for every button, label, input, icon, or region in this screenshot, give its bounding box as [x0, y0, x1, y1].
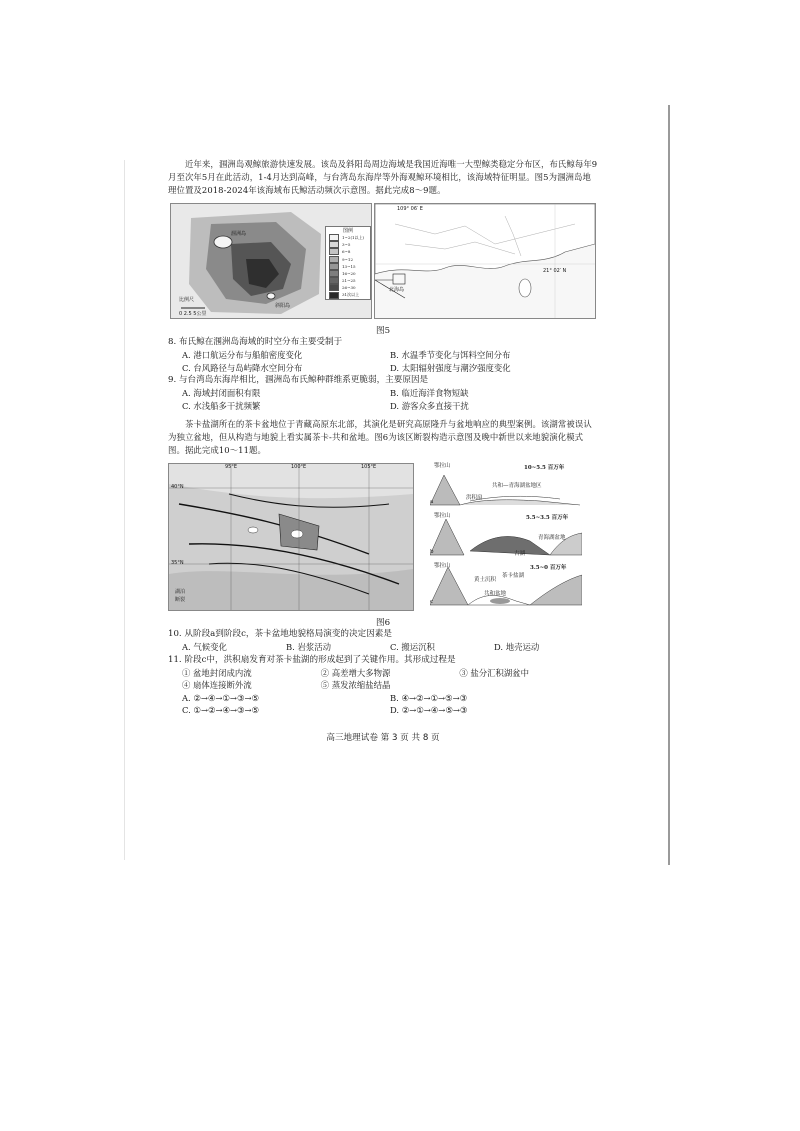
locator-island-label: 北海岛: [389, 287, 405, 293]
q10-option-b[interactable]: B. 岩浆活动: [286, 642, 331, 652]
stage-c-letter: c: [430, 599, 434, 605]
lon-95: 95°E: [225, 464, 238, 470]
legend-swatch: [329, 256, 339, 263]
figure-6: [168, 461, 598, 613]
question-11-options: [168, 692, 598, 717]
stage-b-time: 5.5~3.5 百万年: [526, 515, 569, 521]
stage-c-time: 3.5~0 百万年: [530, 565, 567, 571]
legend-label: 1~2(1以上): [342, 234, 365, 240]
q8-option-b[interactable]: B. 水温季节变化与饵料空间分布: [390, 350, 511, 360]
coastline-svg: [375, 204, 595, 318]
q11-item-3: ③ 盐分汇积湖盆中: [459, 667, 529, 678]
legend-row: [326, 263, 370, 270]
q8-option-c[interactable]: C. 台风路径与岛屿降水空间分布: [182, 362, 303, 373]
scan-edge: [668, 105, 670, 865]
exam-page: [168, 158, 598, 743]
stage-c-loess: 黄土沉积: [474, 577, 497, 583]
legend-row: [326, 248, 370, 255]
q10-option-d[interactable]: D. 地壳运动: [494, 642, 540, 652]
question-11-stem: 11. 阶段c中，洪积扇发育对茶卡盐湖的形成起到了关键作用。其形成过程是: [168, 654, 456, 665]
map-legend-lake: 湖泊: [175, 589, 186, 595]
stage-b-note: 青海湖盆地: [538, 535, 566, 541]
fault-structure-map: [168, 463, 414, 611]
q9-option-b[interactable]: B. 临近海洋食物短缺: [390, 388, 469, 398]
legend-label: 6~8: [342, 249, 351, 255]
stage-c-chaka: 茶卡盐湖: [502, 573, 525, 579]
legend-swatch: [329, 270, 339, 277]
figure-5-caption: 图5: [375, 326, 391, 336]
stage-b-lake: 古湖: [514, 551, 526, 557]
q11-option-c[interactable]: C. ①→②→④→③→⑤: [182, 705, 260, 715]
legend-row: [326, 256, 370, 263]
q11-item-4: ④ 扇体连接断外流: [182, 680, 252, 690]
legend-swatch: [329, 234, 339, 241]
legend-label: 9~12: [342, 256, 353, 262]
question-8-options: [168, 349, 598, 374]
lat-label: 21° 02′ N: [543, 268, 567, 274]
question-8-stem: 8. 布氏鲸在涠洲岛海域的时空分布主要受制于: [168, 337, 343, 347]
figure-6-caption: 图6: [375, 618, 391, 628]
mountain-label-a: 鄂拉山: [434, 463, 451, 469]
stage-b-letter: b: [430, 549, 434, 555]
legend-swatch: [329, 241, 339, 248]
legend-row: [326, 241, 370, 248]
q11-item-1: ① 盆地封闭成内流: [182, 667, 252, 678]
locator-map: [374, 203, 596, 319]
question-9-options: [168, 387, 598, 412]
stage-a-panel: [430, 461, 582, 509]
page-footer: 高三地理试卷 第 3 页 共 8 页: [326, 732, 440, 743]
legend-swatch: [329, 292, 339, 299]
lon-label: 109° 06′ E: [397, 206, 423, 212]
question-9-stem: 9. 与台湾岛东海岸相比，涠洲岛布氏鲸种群维系更脆弱，主要原因是: [168, 375, 429, 385]
scan-edge-faint: [124, 160, 125, 860]
mountain-label-c: 鄂拉山: [434, 563, 451, 569]
stage-a-fan: 洪积扇: [466, 495, 483, 501]
lon-100: 100°E: [291, 464, 307, 470]
figure-5: [168, 201, 598, 321]
q11-item-5: ⑤ 蒸发浓缩盐结晶: [320, 680, 391, 690]
lat-40: 40°N: [171, 484, 184, 490]
legend-label: 16~20: [342, 271, 356, 277]
question-10-options: [168, 641, 598, 654]
whale-frequency-map: [170, 203, 372, 319]
q11-option-a[interactable]: A. ②→④→①→③→⑤: [182, 692, 259, 703]
stage-b-panel: [430, 511, 582, 559]
question-11-items: [168, 667, 598, 692]
lon-105: 105°E: [361, 464, 377, 470]
legend-row: [326, 277, 370, 284]
island-label-weizhou: 涠洲岛: [231, 231, 247, 237]
legend-row: [326, 270, 370, 277]
stage-c-panel: [430, 561, 582, 609]
landform-evolution: [430, 461, 590, 611]
fault-map-svg: [169, 464, 413, 610]
stage-a-letter: a: [430, 499, 434, 505]
q10-option-c[interactable]: C. 搬运沉积: [390, 642, 435, 652]
q11-item-2: ② 高差增大多物源: [320, 667, 391, 678]
q8-option-a[interactable]: A. 港口航运分布与船舶密度变化: [182, 350, 303, 360]
legend-swatch: [329, 277, 339, 284]
q10-option-a[interactable]: A. 气候变化: [182, 642, 227, 652]
mountain-label-b: 鄂拉山: [434, 513, 451, 519]
q9-option-c[interactable]: C. 水浅船多干扰频繁: [182, 400, 261, 411]
scale-values: 0 2.5 5公里: [179, 311, 207, 317]
legend-row: [326, 284, 370, 291]
legend-label: 21~25: [342, 278, 356, 284]
legend-title: 图例: [342, 228, 353, 234]
q9-option-a[interactable]: A. 海域封闭面积有限: [182, 388, 261, 398]
map-legend: [325, 226, 371, 300]
stage-a-note: 共和—青海湖盆地区: [492, 483, 542, 489]
island-label-xieyang: 斜阳岛: [275, 303, 291, 309]
legend-swatch: [329, 284, 339, 291]
lat-35: 35°N: [171, 560, 184, 566]
legend-label: 31次以上: [342, 292, 360, 298]
q9-option-d[interactable]: D. 游客众多直接干扰: [390, 400, 469, 411]
legend-label: 13~15: [342, 263, 356, 269]
legend-swatch: [329, 263, 339, 270]
scale-label: 比例尺: [179, 297, 195, 303]
intro-paragraph-1: 近年来，涠洲岛观鲸旅游快速发展。该岛及斜阳岛周边海域是我国近海唯一大型鲸类稳定分布区，布氏鲸每年9月至次年5月在此活动，1-4月达到高峰，与台湾岛东海岸等外海观鲸环境相比，该海域特征明显。图5为涠洲岛地理位置及2018-2024年该海域布氏鲸活动频次示意图。据此完成8～9题。: [168, 159, 598, 195]
legend-label: 3~5: [342, 242, 351, 248]
question-10-stem: 10. 从阶段a到阶段c，茶卡盆地地貌格局演变的决定因素是: [168, 629, 392, 639]
q11-option-b[interactable]: B. ④→②→①→⑤→③: [390, 692, 468, 703]
intro-paragraph-2: 茶卡盐湖所在的茶卡盆地位于青藏高原东北部，其演化是研究高原隆升与盆地响应的典型案例。该湖常被误认为独立盆地，但从构造与地貌上看实属茶卡-共和盆地。图6为该区断裂构造示意图及晚中新世以来地貌演化模式图。据此完成10～11题。: [168, 419, 592, 455]
q11-option-d[interactable]: D. ②→①→④→⑤→③: [390, 705, 468, 715]
stage-a-time: 10~5.5 百万年: [524, 465, 565, 471]
legend-row: [326, 234, 370, 241]
q8-option-d[interactable]: D. 太阳辐射强度与潮汐强度变化: [390, 362, 511, 373]
map-legend-fault: 断裂: [175, 597, 186, 603]
legend-row: [326, 292, 370, 299]
stage-c-gonghe: 共和盆地: [484, 591, 507, 597]
legend-swatch: [329, 248, 339, 255]
legend-label: 26~30: [342, 285, 356, 291]
